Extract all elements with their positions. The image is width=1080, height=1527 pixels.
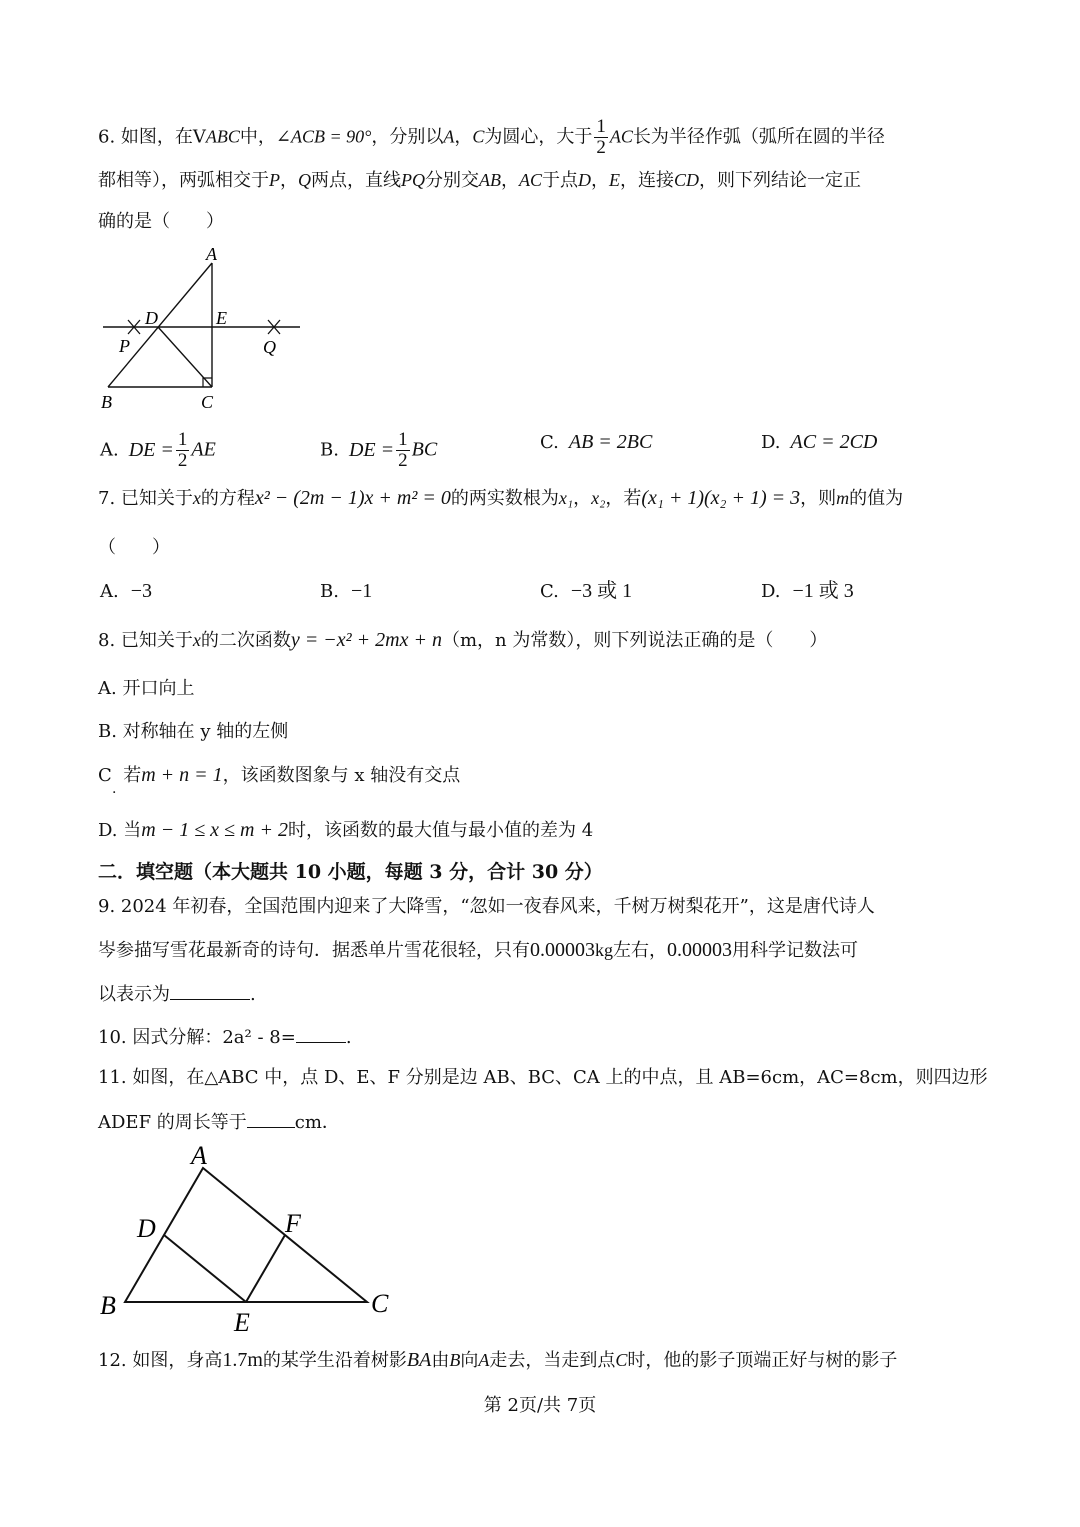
q7-equation: x² − (2m − 1)x + m² = 0: [254, 487, 451, 509]
q12-text: 向: [460, 1350, 479, 1371]
option-pre: 当: [123, 820, 142, 841]
option-text: 对称轴在 y 轴的左侧: [122, 721, 289, 742]
q6-var: A: [443, 126, 455, 147]
frac-den: 2: [398, 450, 408, 471]
label-a: A: [206, 244, 217, 264]
q6-text: 长为半径作弧（弧所在圆的半径: [632, 126, 885, 148]
option-text: AB = 2BC: [568, 431, 653, 453]
q6-figure: [95, 240, 310, 412]
q6-line3: 确的是（ ）: [98, 211, 224, 232]
q6-var: AC: [519, 170, 543, 190]
q8-text: 8. 已知关于: [98, 630, 193, 651]
q9-text: 用科学记数法可: [732, 940, 858, 961]
label-e: E: [234, 1308, 250, 1335]
q6-text: 中，: [239, 126, 276, 148]
q7-text: 的两实数根为: [450, 488, 559, 509]
frac-num: 1: [596, 116, 606, 137]
label-q: Q: [263, 337, 276, 357]
q7-option-a: [100, 579, 152, 604]
q8-text: 的二次函数: [200, 630, 291, 651]
q7-text: 的值为: [849, 488, 904, 509]
q6-option-d: [761, 430, 877, 455]
q7-line1: [98, 486, 903, 511]
option-post: ，该函数图象与 x 轴没有交点: [222, 765, 461, 786]
q6-option-a: [100, 430, 216, 471]
option-value: −1: [350, 580, 373, 602]
triangle-abc: [125, 1168, 367, 1302]
option-text: AC = 2CD: [790, 431, 878, 453]
q8-function: y = −x² + 2mx + n: [290, 629, 442, 651]
q12-text: 走去，当走到点: [489, 1350, 616, 1371]
q6-var: P: [269, 170, 280, 190]
option-value: −1 或 3: [792, 580, 854, 602]
label-b: B: [101, 392, 112, 412]
q6-option-b: [320, 430, 437, 471]
option-post: 时，该函数的最大值与最小值的差为 4: [287, 820, 594, 841]
option-key: B.: [320, 581, 339, 602]
q10-text: 10. 因式分解：2a² ‑ 8=: [98, 1027, 296, 1048]
q12-text: 由: [431, 1350, 450, 1371]
fraction-half: [594, 117, 608, 158]
frac-num: 1: [177, 429, 188, 450]
option-key: B.: [98, 721, 117, 742]
q6-text: 都相等），两弧相交于: [98, 170, 269, 191]
q8-option-b: [98, 720, 288, 744]
q6-option-c: [540, 430, 652, 455]
label-d: D: [145, 308, 158, 328]
q11-line2: [98, 1109, 340, 1135]
q6-var: CD: [674, 170, 700, 190]
q6-var: ABC: [205, 126, 240, 147]
q6-text: ，则下列结论一定正: [699, 170, 862, 191]
option-rhs: BC: [411, 438, 438, 461]
q6-var: E: [609, 170, 621, 190]
q10-text: .: [345, 1027, 352, 1048]
q7-option-b: [320, 579, 372, 604]
option-value: −3: [130, 580, 153, 602]
option-key: A.: [100, 581, 119, 602]
section-title: 二．填空题（本大题共 10 小题，每题 3 分，合计 30 分）: [98, 861, 603, 883]
segment-ab: [108, 263, 212, 387]
triangle-symbol: V: [192, 126, 206, 148]
label-b: B: [100, 1291, 116, 1320]
option-lhs: DE =: [128, 438, 174, 461]
q7-option-d: [761, 579, 854, 604]
segment-de: [164, 1235, 246, 1302]
q9-line2: [98, 938, 858, 963]
q9-number: 0.00003: [530, 939, 595, 961]
q12-var: B: [449, 1350, 461, 1370]
option-value: −3 或 1: [570, 580, 633, 602]
q6-text: 6. 如图，在: [98, 126, 193, 148]
q8-stem: [98, 628, 827, 653]
frac-den: 2: [596, 137, 606, 158]
fraction: [176, 430, 190, 471]
q8-var: x: [192, 630, 201, 650]
q7-var: m: [836, 488, 850, 508]
q7-paren: （ ）: [98, 537, 170, 558]
option-key: C.: [540, 432, 559, 453]
q7-text: ，则: [800, 488, 837, 509]
option-text: 开口向上: [122, 678, 195, 699]
q6-text: 分别交: [425, 170, 479, 191]
label-c: C: [371, 1289, 389, 1318]
q12-text: 时，他的影子顶端正好与树的影子: [627, 1350, 898, 1371]
q12-var: C: [615, 1350, 628, 1370]
page-footer: 第 2页/共 7页: [483, 1395, 597, 1416]
option-key: C: [98, 765, 112, 786]
label-c: C: [201, 392, 214, 412]
label-d: D: [137, 1214, 156, 1243]
q9-line3: [98, 981, 256, 1007]
q6-text: ，连接: [620, 170, 675, 191]
q12-line1: [98, 1348, 897, 1373]
q8-option-a: [98, 677, 194, 701]
label-p: P: [119, 336, 130, 356]
answer-blank[interactable]: [296, 1024, 346, 1043]
q8-option-c: [98, 763, 460, 788]
option-key: D.: [98, 820, 118, 841]
q6-text: ，: [501, 170, 519, 191]
q6-line2: [98, 168, 861, 193]
q9-number: 0.00003: [667, 939, 732, 961]
q6-text: ，: [591, 170, 610, 191]
q6-var: D: [578, 170, 592, 190]
option-rhs: AE: [191, 438, 216, 461]
q6-angle: ∠ACB = 90°: [275, 126, 372, 147]
q7-text: ，: [573, 488, 592, 509]
q11-line1: 11. 如图，在△ABC 中，点 D、E、F 分别是边 AB、BC、CA 上的中点，且 AB=6cm，AC=8cm，则四边形: [98, 1067, 988, 1088]
q6-text: ，: [280, 170, 298, 191]
option-key: B.: [320, 439, 339, 461]
q7-text: ，若: [605, 488, 642, 509]
q9-text: 岑参描写雪花最新奇的诗句．据悉单片雪花很轻，只有: [98, 940, 530, 961]
option-pre: 若: [123, 765, 142, 786]
option-math: m + n = 1: [141, 764, 223, 786]
q6-line1: [98, 117, 885, 158]
q12-var: BA: [406, 1349, 432, 1371]
label-f: F: [285, 1209, 301, 1238]
q6-var: AB: [479, 170, 501, 190]
q12-text: 的某学生沿着树影: [262, 1350, 407, 1371]
q7-text: 7. 已知关于: [98, 488, 193, 509]
q6-var: C: [472, 126, 485, 147]
option-key: A.: [98, 678, 117, 699]
q6-text: 于点: [542, 170, 579, 191]
fraction: [396, 430, 410, 471]
label-e: E: [216, 308, 227, 328]
q6-text: ，分别以: [371, 126, 444, 148]
frac-num: 1: [398, 429, 408, 450]
q9-unit: kg: [595, 940, 613, 960]
q6-text: ，: [454, 126, 473, 148]
option-math: m − 1 ≤ x ≤ m + 2: [141, 819, 288, 841]
option-lhs: DE =: [348, 438, 395, 461]
segment-ef: [246, 1235, 285, 1302]
q12-height: 1.7m: [222, 1349, 263, 1371]
q8-text: （m，n 为常数），则下列说法正确的是（ ）: [441, 630, 828, 651]
q6-text: 两点，直线: [311, 170, 401, 191]
q6-var: PQ: [401, 170, 425, 190]
q7-text: 的方程: [200, 488, 255, 509]
q9-text: 以表示为: [98, 984, 170, 1005]
q6-var: AC: [609, 126, 633, 147]
answer-blank[interactable]: [170, 981, 250, 1000]
q12-var: A: [478, 1350, 490, 1370]
option-key: C.: [540, 581, 559, 602]
option-key: A.: [100, 439, 119, 461]
q8-option-d: [98, 818, 593, 843]
q6-var: Q: [298, 170, 311, 190]
q7-var: x: [192, 488, 201, 508]
answer-blank[interactable]: [247, 1109, 295, 1128]
q7-var: x₁: [558, 488, 574, 508]
q11-figure: [95, 1140, 400, 1335]
q7-var: x₂: [591, 488, 606, 508]
q6-text: 为圆心，大于: [484, 126, 593, 148]
option-key: D.: [761, 581, 781, 602]
q7-option-c: [540, 579, 632, 604]
q7-condition: (x₁ + 1)(x₂ + 1) = 3: [641, 487, 801, 509]
stray-dot: ·: [112, 785, 117, 801]
q12-text: 12. 如图，身高: [98, 1350, 223, 1371]
q9-text: .: [250, 984, 256, 1005]
q10: [98, 1024, 352, 1050]
q9-text: 左右，: [613, 940, 667, 961]
frac-den: 2: [177, 450, 188, 471]
q11-text: cm．: [294, 1112, 340, 1133]
q9-line1: 9. 2024 年初春，全国范围内迎来了大降雪，“忽如一夜春风来，千树万树梨花开”，这是唐代诗人: [98, 896, 875, 917]
label-a: A: [191, 1141, 207, 1170]
q11-text: ADEF 的周长等于: [98, 1112, 247, 1133]
option-key: D.: [761, 432, 781, 453]
